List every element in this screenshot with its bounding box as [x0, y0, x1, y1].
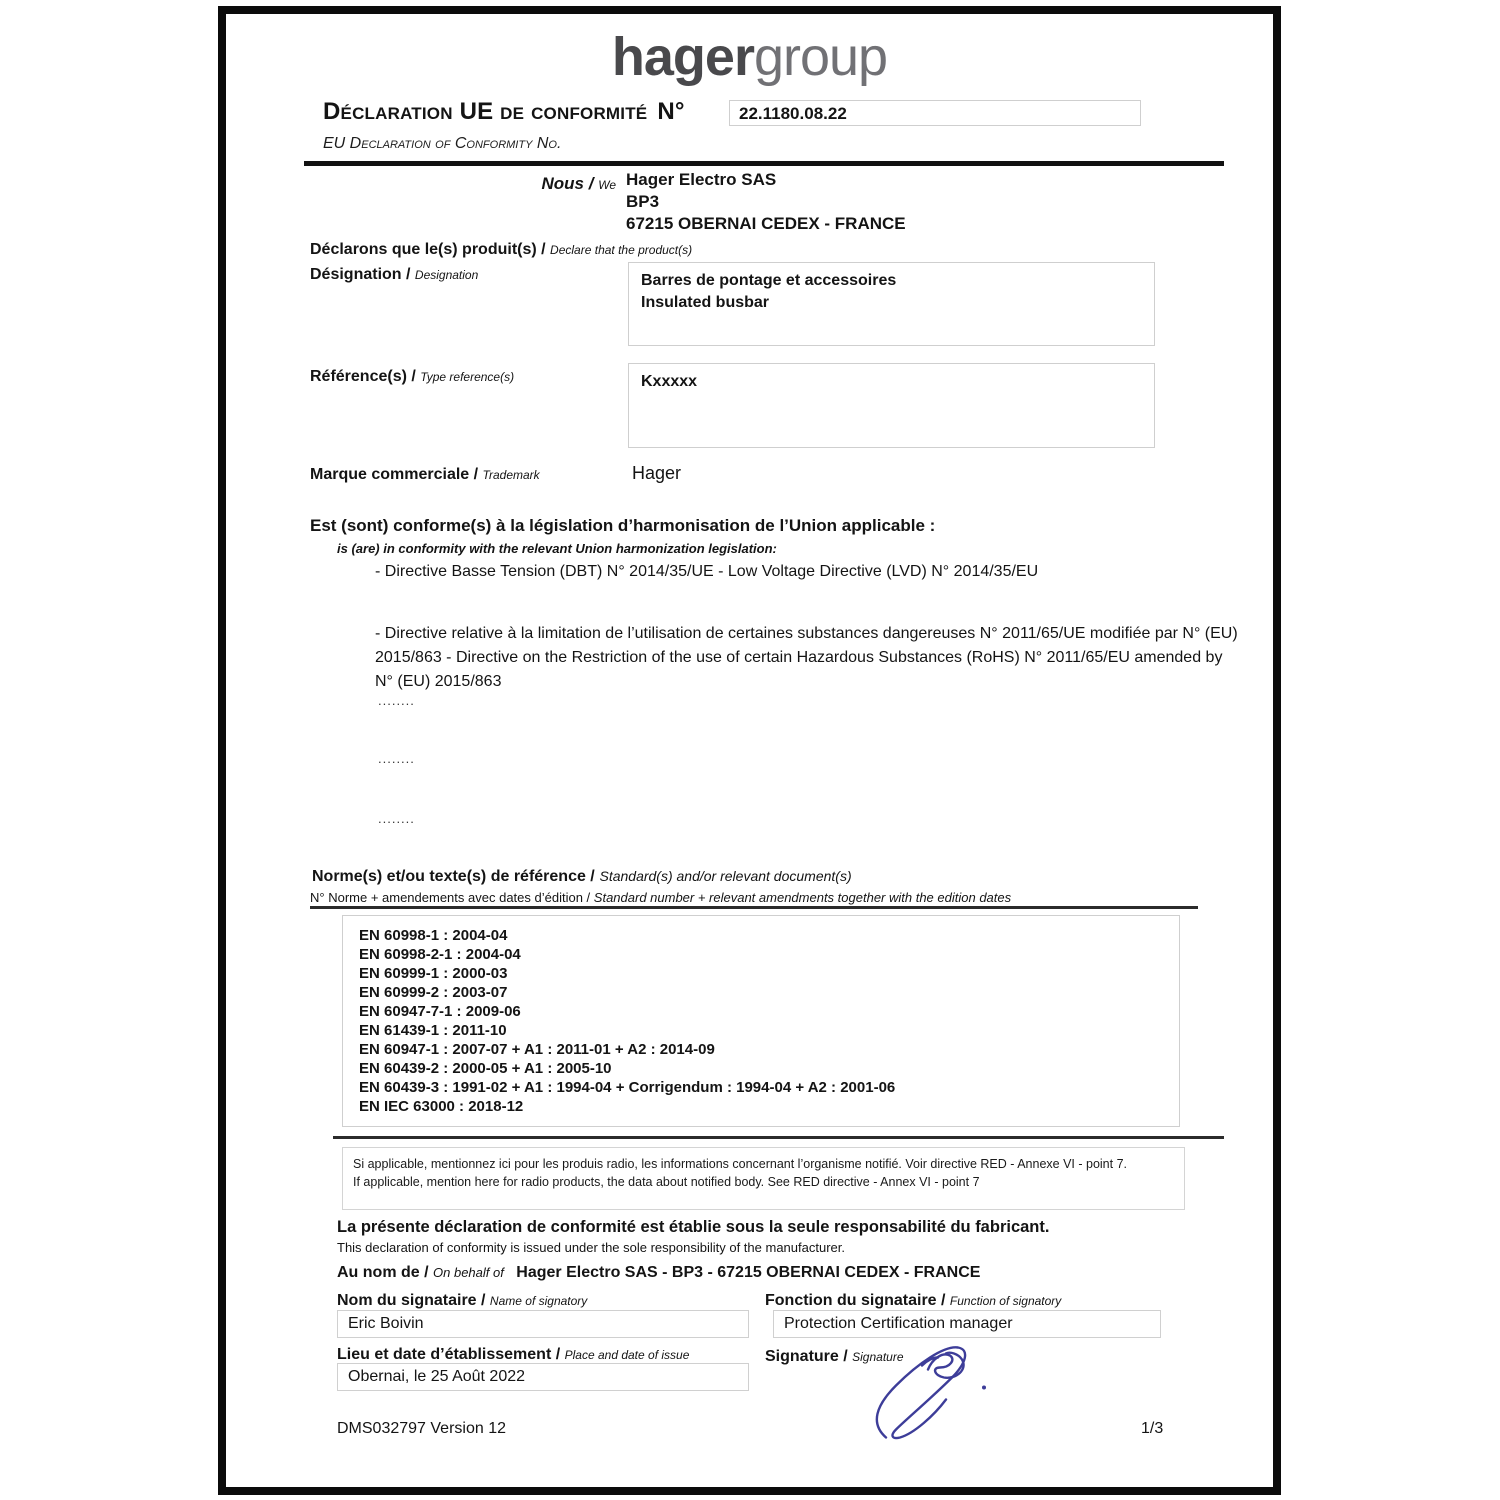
place-date-field[interactable]: Obernai, le 25 Août 2022: [337, 1363, 749, 1391]
header-divider: [304, 161, 1224, 166]
designation-label-fr: Désignation /: [310, 266, 411, 283]
company-address: [626, 169, 906, 235]
title-fr-text: Déclaration UE de conformité: [323, 98, 648, 125]
signatory-function-label-en: Function of signatory: [949, 1294, 1062, 1308]
standard-item: EN 60947-7-1 : 2009-06: [359, 1003, 521, 1020]
conformity-heading-fr: Est (sont) conforme(s) à la législation d’harmonisation de l’Union applicable :: [310, 516, 936, 535]
declare-heading: [310, 241, 692, 259]
reference-field[interactable]: [628, 363, 1155, 448]
title-number-symbol: N°: [657, 98, 685, 125]
place-date-label: [337, 1346, 689, 1364]
trademark-value: Hager: [632, 463, 682, 483]
designation-line: Insulated busbar: [641, 294, 770, 311]
standard-item: EN 61439-1 : 2011-10: [359, 1022, 507, 1039]
reference-label-fr: Référence(s) /: [310, 368, 416, 385]
standards-divider: [310, 906, 1198, 909]
designation-line: Barres de pontage et accessoires: [641, 272, 897, 289]
trademark-label-en: Trademark: [482, 468, 540, 482]
standards-heading-fr: Norme(s) et/ou texte(s) de référence /: [312, 868, 595, 885]
responsibility-statement-fr: La présente déclaration de conformité est établie sous la seule responsabilité du fabricant.: [337, 1218, 1050, 1236]
standards-list-field[interactable]: [342, 915, 1180, 1127]
directive-placeholder: ........: [378, 811, 415, 826]
document-reference: DMS032797 Version 12: [337, 1420, 506, 1437]
reference-label: [310, 368, 514, 386]
logo-hager: hager: [611, 27, 754, 87]
standards-subheading-en: Standard number + relevant amendments together with the edition dates: [593, 890, 1012, 905]
directive-placeholder: ........: [378, 693, 415, 708]
standards-heading-en: Standard(s) and/or relevant document(s): [599, 868, 852, 884]
trademark-label: [310, 466, 540, 484]
signature-label-en: Signature: [852, 1350, 904, 1364]
page-title: [323, 98, 685, 126]
place-date-label-en: Place and date of issue: [564, 1348, 690, 1362]
standard-item: EN 60439-3 : 1991-02 + A1 : 1994-04 + Corrigendum : 1994-04 + A2 : 2001-06: [359, 1079, 896, 1096]
page-number: 1/3: [1141, 1420, 1164, 1437]
conformity-heading-en: is (are) in conformity with the relevant Union harmonization legislation:: [337, 541, 777, 556]
declare-heading-fr: Déclarons que le(s) produit(s) /: [310, 241, 546, 258]
directive-rohs: - Directive relative à la limitation de l’utilisation de certaines substances dangereuses N° 2011/65/UE modifiée par N° (EU) 2015/863 - Directive on the Restriction of the use of certain Hazardous Substances (RoHS) N° 2011/65/EU amended by N° (EU) 2015/863: [375, 625, 1238, 690]
designation-field[interactable]: [628, 262, 1155, 346]
logo-group: group: [753, 27, 888, 87]
standards-subheading-fr: N° Norme + amendements avec dates d’édition /: [310, 890, 591, 905]
signatory-name-label-fr: Nom du signataire /: [337, 1292, 486, 1309]
signatory-function-label-fr: Fonction du signataire /: [765, 1292, 946, 1309]
reference-label-en: Type reference(s): [420, 370, 515, 384]
radio-note-fr: Si applicable, mentionnez ici pour les produis radio, les informations concernant l’organisme notifié. Voir directive RED - Annexe VI - point 7.: [353, 1157, 1128, 1171]
standard-item: EN IEC 63000 : 2018-12: [359, 1098, 524, 1115]
radio-note-field[interactable]: [342, 1147, 1185, 1210]
declare-heading-en: Declare that the product(s): [550, 243, 693, 257]
standard-item: EN 60998-2-1 : 2004-04: [359, 946, 521, 963]
hagergroup-logo: [612, 26, 887, 88]
directive-placeholder: ........: [378, 751, 415, 766]
reference-value: Kxxxxx: [641, 373, 698, 390]
trademark-label-fr: Marque commerciale /: [310, 466, 479, 483]
standard-item: EN 60999-1 : 2000-03: [359, 965, 508, 982]
place-date-label-fr: Lieu et date d’établissement /: [337, 1346, 561, 1363]
document-page: [218, 6, 1281, 1495]
responsibility-statement-en: This declaration of conformity is issued under the sole responsibility of the manufacturer.: [337, 1240, 845, 1255]
standard-item: EN 60439-2 : 2000-05 + A1 : 2005-10: [359, 1060, 612, 1077]
signatory-name-field[interactable]: Eric Boivin: [337, 1310, 749, 1338]
company-city: 67215 OBERNAI CEDEX - FRANCE: [626, 214, 906, 233]
standard-item: EN 60947-1 : 2007-07 + A1 : 2011-01 + A2 : 2014-09: [359, 1041, 715, 1058]
standard-item: EN 60998-1 : 2004-04: [359, 927, 508, 944]
page-title-en: EU Declaration of Conformity No.: [323, 135, 562, 152]
standards-heading: [312, 866, 852, 886]
on-behalf-label-en: On behalf of: [433, 1265, 504, 1280]
company-po-box: BP3: [626, 192, 660, 211]
declaration-number-field[interactable]: 22.1180.08.22: [729, 100, 1141, 126]
designation-label-en: Designation: [414, 268, 479, 282]
signature-label-fr: Signature /: [765, 1348, 848, 1365]
radio-note-en: If applicable, mention here for radio products, the data about notified body. See RED directive - Annex VI - point 7: [353, 1175, 980, 1189]
we-label-en: We: [598, 178, 616, 192]
on-behalf-value: Hager Electro SAS - BP3 - 67215 OBERNAI CEDEX - FRANCE: [516, 1264, 981, 1281]
signatory-name-label-en: Name of signatory: [489, 1294, 588, 1308]
signature-image: [866, 1334, 996, 1452]
we-label: [376, 174, 616, 194]
standard-item: EN 60999-2 : 2003-07: [359, 984, 508, 1001]
company-name: Hager Electro SAS: [626, 170, 777, 189]
on-behalf-label-fr: Au nom de /: [337, 1264, 429, 1281]
signatory-function-label: [765, 1292, 1061, 1310]
notes-divider: [333, 1136, 1224, 1139]
on-behalf-line: [337, 1264, 980, 1282]
we-label-fr: Nous /: [541, 174, 594, 193]
designation-label: [310, 266, 478, 284]
signatory-name-label: [337, 1292, 587, 1310]
directive-lvd: - Directive Basse Tension (DBT) N° 2014/35/UE - Low Voltage Directive (LVD) N° 2014/35/EU: [375, 563, 1039, 580]
signatory-function-field[interactable]: Protection Certification manager: [773, 1310, 1161, 1338]
standards-subheading: [310, 890, 1011, 905]
